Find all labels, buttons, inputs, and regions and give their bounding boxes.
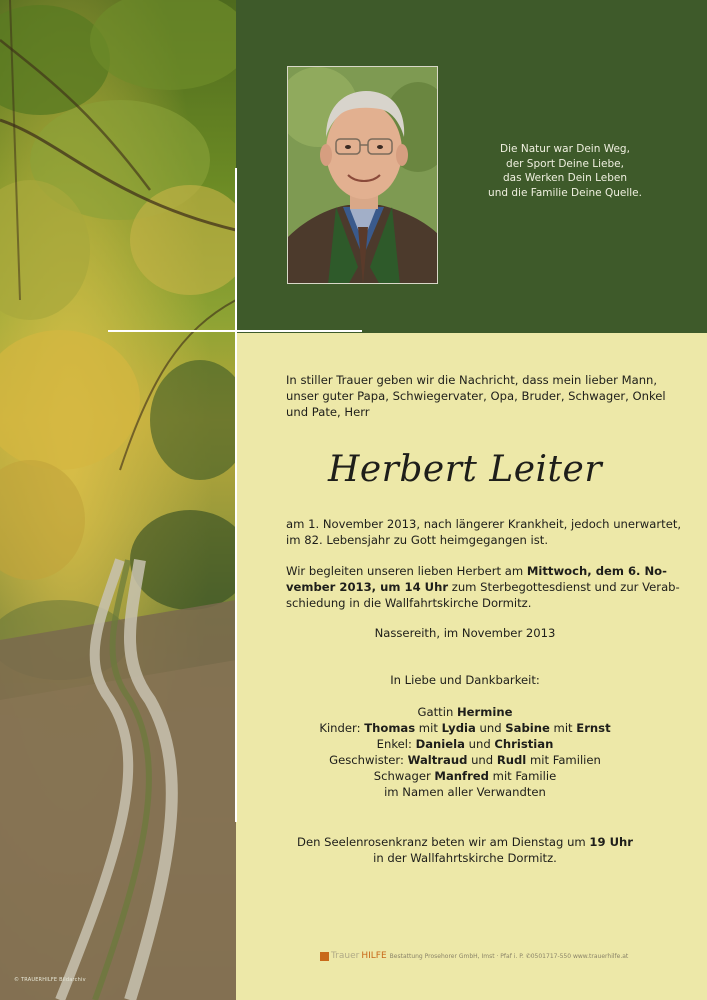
rosary-line-1 (286, 834, 644, 850)
intro-line: unser guter Papa, Schwiegervater, Opa, Bruder, Schwager, Onkel (286, 389, 666, 403)
family-connector: und (467, 753, 497, 767)
rosary-paragraph (286, 834, 644, 866)
quote-line: und die Familie Deine Quelle. (488, 186, 642, 199)
funeral-text: Wir begleiten unseren lieben Herbert am (286, 564, 527, 578)
forest-path-illustration (0, 0, 236, 1000)
death-line: im 82. Lebensjahr zu Gott heimgegangen ist. (286, 533, 549, 547)
family-label: Schwager (373, 769, 435, 783)
logo-text: Trauer (331, 951, 360, 961)
funeral-line-2 (286, 579, 680, 595)
family-name: Ernst (576, 721, 611, 735)
family-connector: mit (549, 721, 577, 735)
quote-line: das Werken Dein Leben (503, 172, 627, 184)
funeral-time: vember 2013, um 14 Uhr (286, 580, 449, 594)
funeral-text: zum Sterbegottesdienst und zur Verab- (448, 580, 680, 594)
intro-line: In stiller Trauer geben wir die Nachricht, dass mein lieber Mann, (286, 373, 658, 387)
portrait-illustration (288, 67, 438, 284)
family-name: Lydia (441, 721, 476, 735)
family-name: Daniela (415, 737, 465, 751)
family-label: Geschwister: (329, 753, 408, 767)
family-label: Enkel: (376, 737, 416, 751)
family-name: Manfred (434, 769, 489, 783)
footer (320, 951, 628, 961)
family-list (286, 704, 644, 800)
quote-line: Die Natur war Dein Weg, (500, 143, 630, 155)
family-name: Rudl (496, 753, 527, 767)
family-connector: mit Familien (526, 753, 601, 767)
death-line: am 1. November 2013, nach längerer Krankheit, jedoch unerwartet, (286, 517, 682, 531)
portrait-photo (287, 66, 438, 284)
family-label: Kinder: (319, 721, 365, 735)
family-connector: und (475, 721, 506, 735)
family-connector: und (464, 737, 495, 751)
family-label: Gattin (417, 705, 457, 719)
family-siblings (286, 752, 644, 768)
footer-info: Bestattung Prosehorer GmbH, Imst · Pfaf i. P. ✆0501717-550 www.trauerhilfe.at (389, 952, 629, 960)
rosary-time: 19 Uhr (589, 835, 633, 849)
logo-text-accent: HILFE (361, 951, 387, 961)
intro-paragraph (286, 372, 666, 420)
cross-horizontal-bar (108, 330, 362, 332)
trauerhilfe-logo[interactable] (320, 951, 387, 961)
death-paragraph (286, 516, 682, 548)
quote-text (470, 142, 660, 200)
funeral-date: Mittwoch, dem 6. No- (526, 564, 667, 578)
funeral-line-3: schiedung in die Wallfahrtskirche Dormitz. (286, 596, 532, 610)
rosary-text: Den Seelenrosenkranz beten wir am Dienstag um (297, 835, 590, 849)
quote-line: der Sport Deine Liebe, (506, 157, 624, 170)
family-grandchildren (286, 736, 644, 752)
family-name: Thomas (364, 721, 416, 735)
family-name: Sabine (505, 721, 550, 735)
place-date: Nassereith, im November 2013 (374, 626, 556, 640)
family-connector: mit Familie (488, 769, 557, 783)
photo-copyright: © TRAUERHILFE Bildarchiv (14, 977, 86, 983)
funeral-paragraph (286, 563, 680, 611)
family-wife (286, 704, 644, 720)
family-brother-in-law (286, 768, 644, 784)
thanks-heading: In Liebe und Dankbarkeit: (390, 673, 540, 687)
intro-line: und Pate, Herr (286, 405, 370, 419)
family-connector: mit (415, 721, 442, 735)
family-all-relatives: im Namen aller Verwandten (384, 785, 546, 799)
rosary-line-2: in der Wallfahrtskirche Dormitz. (373, 851, 557, 865)
deceased-name: Herbert Leiter (327, 449, 603, 490)
family-name: Christian (494, 737, 554, 751)
family-children (286, 720, 644, 736)
logo-mark-icon (320, 952, 329, 961)
cross-vertical-bar (235, 168, 237, 822)
family-name: Waltraud (407, 753, 468, 767)
forest-path-photo (0, 0, 236, 1000)
family-name: Hermine (456, 705, 513, 719)
obituary-content (286, 372, 682, 866)
funeral-line-1 (286, 563, 667, 579)
